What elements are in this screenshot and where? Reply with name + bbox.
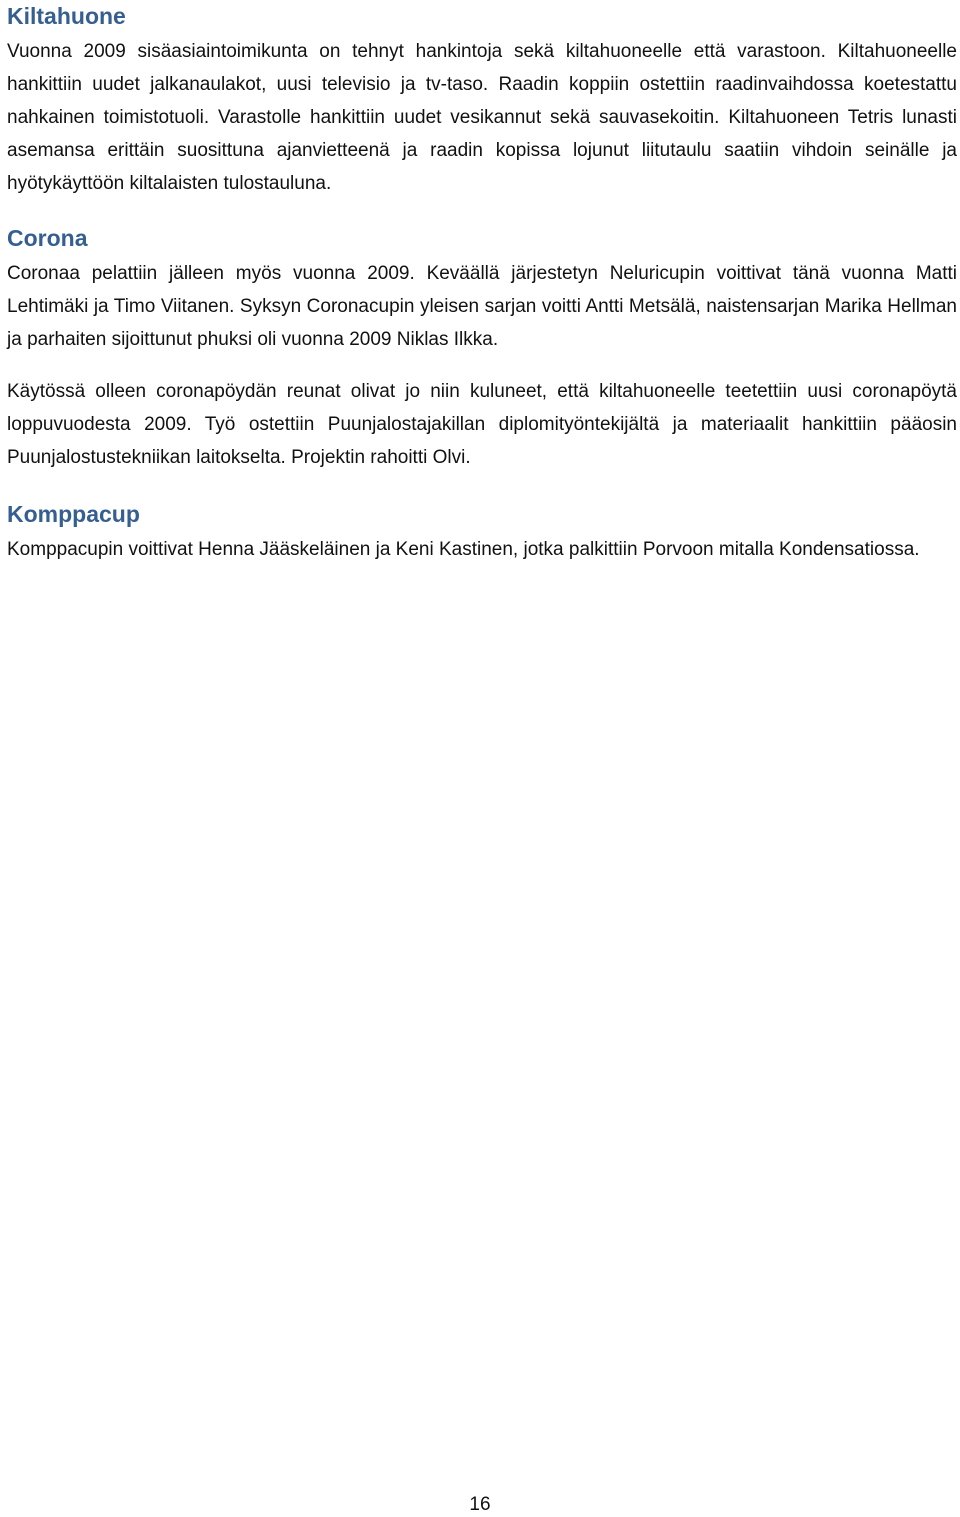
paragraph-komppacup: Komppacupin voittivat Henna Jääskeläinen ja Keni Kastinen, jotka palkittiin Porvoon mitalla Kondensatiossa. (7, 539, 920, 560)
paragraph-corona-1: Coronaa pelattiin jälleen myös vuonna 2009. Keväällä järjestetyn Neluricupin voittivat tänä vuonna Matti Lehtimäki ja Timo Viitanen. Syksyn Coronacupin yleisen sarjan voitti Antti Metsälä, naistensarjan Marika Hellman ja parhaiten sijoittunut phuksi oli vuonna 2009 Niklas Ilkka. (7, 263, 957, 350)
section-heading-kiltahuone: Kiltahuone (7, 3, 126, 29)
section-heading-corona: Corona (7, 225, 88, 251)
page-number: 16 (469, 1494, 491, 1515)
paragraph-kiltahuone: Vuonna 2009 sisäasiaintoimikunta on tehnyt hankintoja sekä kiltahuoneelle että varastoon. Kiltahuoneelle hankittiin uudet jalkanaulakot, uusi televisio ja tv-taso. Raadin koppiin ostettiin raadinvaihdossa koetestattu nahkainen toimistotuoli. Varastolle hankittiin uudet vesikannut sekä sauvasekoitin. Kiltahuoneen Tetris lunasti asemansa erittäin suosittuna ajanvietteenä ja raadin kopissa lojunut liitutaulu saatiin vihdoin seinälle ja hyötykäyttöön kiltalaisten tulostauluna. (7, 41, 957, 194)
section-heading-komppacup: Komppacup (7, 501, 140, 527)
paragraph-corona-2: Käytössä olleen coronapöydän reunat olivat jo niin kuluneet, että kiltahuoneelle teetettiin uusi coronapöytä loppuvuodesta 2009. Työ ostettiin Puunjalostajakillan diplomityöntekijältä ja materiaalit hankittiin pääosin Puunjalostustekniikan laitokselta. Projektin rahoitti Olvi. (7, 381, 957, 468)
